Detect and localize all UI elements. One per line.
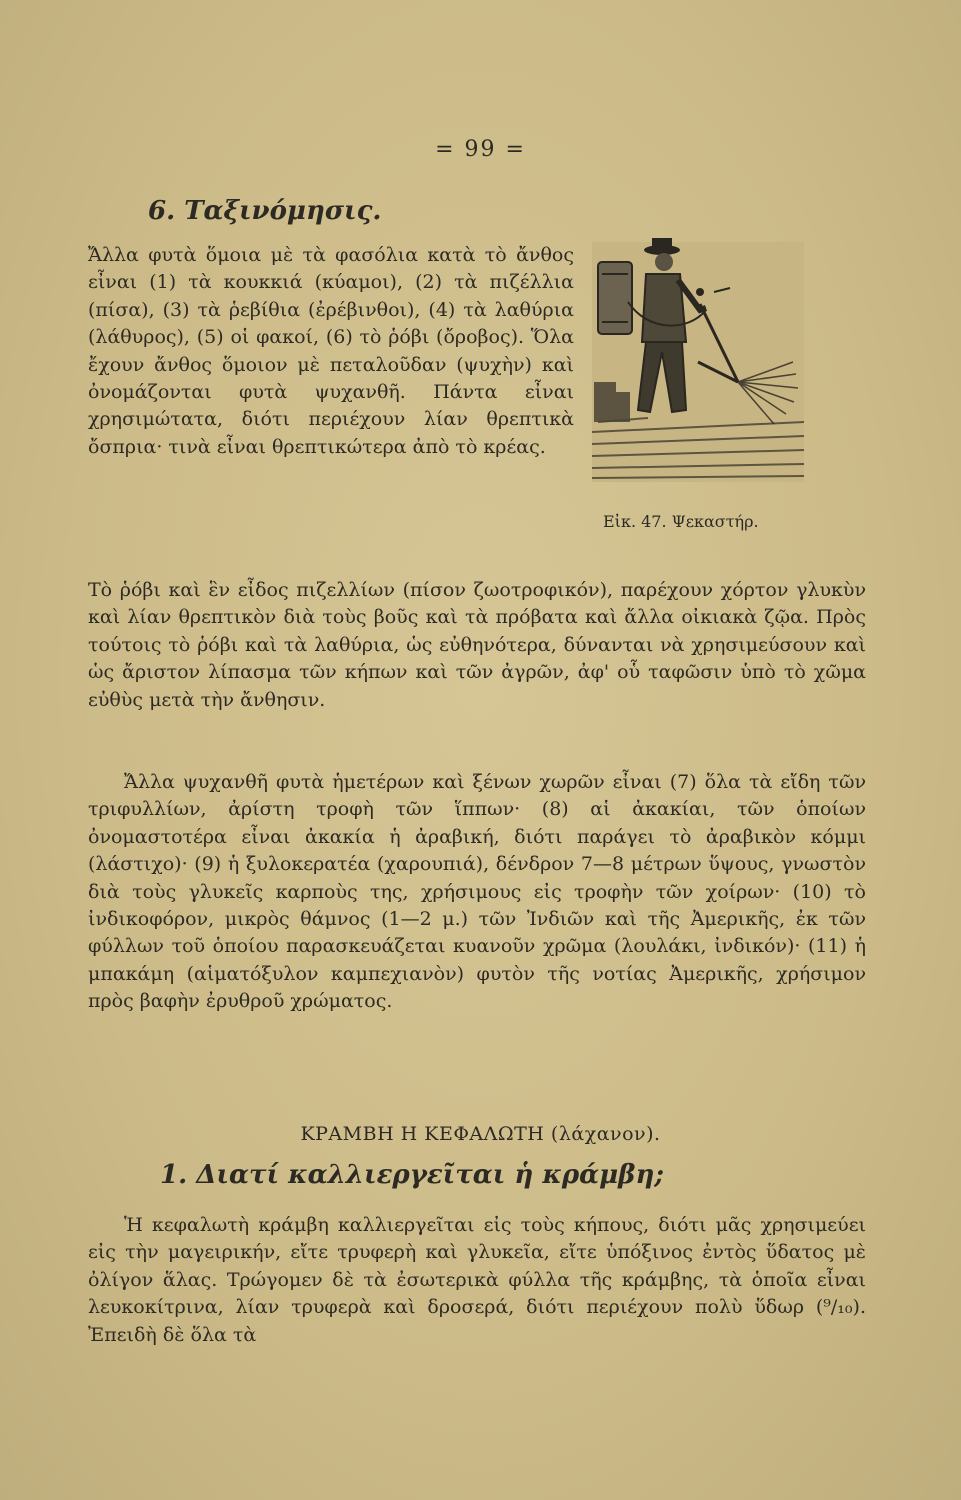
section-title: 6. Ταξινόμησις. bbox=[148, 196, 382, 226]
intro-paragraph: Ἄλλα φυτὰ ὅμοια μὲ τὰ φασόλια κατὰ τὸ ἄνθος εἶναι (1) τὰ κουκκιά (κύαμοι), (2) τὰ πιζέλλια (πίσα), (3) τὰ ῥεβίθια (ἐρέβινθοι), (4) τὰ λαθύρια (λάθυρος), (5) οἱ φακοί, (6) τὸ ῥόβι (ὄροβος). Ὅλα ἔχουν ἄνθος ὅμοιον μὲ πεταλοῦδαν (ψυχὴν) καὶ ὀνομάζονται φυτὰ ψυχανθῆ. Πάντα εἶναι χρησιμώτατα, διότι περιέχουν λίαν θρεπτικὰ ὄσπρια· τινὰ εἶναι θρεπτικώτερα ἀπὸ τὸ κρέας. bbox=[88, 244, 574, 458]
figure-caption: Εἰκ. 47. Ψεκαστήρ. bbox=[603, 512, 759, 531]
page-number: = 99 = bbox=[435, 137, 526, 162]
paragraph-3: Ἡ κεφαλωτὴ κράμβη καλλιεργεῖται εἰς τοὺς κήπους, διότι μᾶς χρησιμεύει εἰς τὴν μαγειρικήν, εἴτε τρυφερὴ καὶ γλυκεῖα, εἴτε ὑπόξινος ἐντὸς ὕδατος μὲ ὀλίγον ἅλας. Τρώγομεν δὲ τὰ ἐσωτερικὰ φύλλα τῆς κράμβης, τὰ ὁποῖα εἶναι λευκοκίτρινα, λίαν τρυφερὰ καὶ δροσερά, διότι περιέχουν πολὺ ὕδωρ (⁹/₁₀). Ἐπειδὴ δὲ ὅλα τὰ bbox=[88, 1214, 866, 1346]
subheading: 1. Διατί καλλιεργεῖται ἡ κράμβη; bbox=[160, 1160, 664, 1190]
sprayer-illustration bbox=[588, 232, 808, 492]
chapter-heading: ΚΡΑΜΒΗ Η ΚΕΦΑΛΩΤΗ (λάχανον). bbox=[300, 1123, 661, 1145]
paragraph-2: Ἄλλα ψυχανθῆ φυτὰ ἡμετέρων καὶ ξένων χωρῶν εἶναι (7) ὅλα τὰ εἴδη τῶν τριφυλλίων, ἀρίστη τροφὴ τῶν ἵππων· (8) αἱ ἀκακίαι, τῶν ὁποίων ὀνομαστοτέρα εἶναι ἀκακία ἡ ἀραβική, διότι παράγει τὸ ἀραβικὸν κόμμι (λάστιχο)· (9) ἡ ξυλοκερατέα (χαρουπιά), δένδρον 7—8 μέτρων ὕψους, γνωστὸν διὰ τοὺς γλυκεῖς καρποὺς της, χρήσιμους εἰς τροφὴν τῶν χοίρων· (10) τὸ ἰνδικοφόρον, μικρὸς θάμνος (1—2 μ.) τῶν Ἰνδιῶν καὶ τῆς Ἀμερικῆς, ἐκ τῶν φύλλων τοῦ ὁποίου παρασκευάζεται κυανοῦν χρῶμα (λουλάκι, ἰνδικόν)· (11) ἡ μπακάμη (αἱματόξυλον καμπεχιανὸν) φυτὸν τῆς νοτίας Ἀμερικῆς, χρήσιμον πρὸς βαφὴν ἐρυθροῦ χρώματος. bbox=[88, 771, 866, 1013]
paragraph-1: Τὸ ῥόβι καὶ ἓν εἶδος πιζελλίων (πίσον ζωοτροφικόν), παρέχουν χόρτον γλυκὺν καὶ λίαν θρεπτικὸν διὰ τοὺς βοῦς καὶ τὰ πρόβατα καὶ ἄλλα οἰκιακὰ ζῷα. Πρὸς τούτοις τὸ ῥόβι καὶ τὰ λαθύρια, ὡς εὐθηνότερα, δύνανται νὰ χρησιμεύσουν καὶ ὡς ἄριστον λίπασμα τῶν κήπων καὶ τῶν ἀγρῶν, ἀφ' οὗ ταφῶσιν ὑπὸ τὸ χῶμα εὐθὺς μετὰ τὴν ἄνθησιν. bbox=[88, 579, 866, 711]
